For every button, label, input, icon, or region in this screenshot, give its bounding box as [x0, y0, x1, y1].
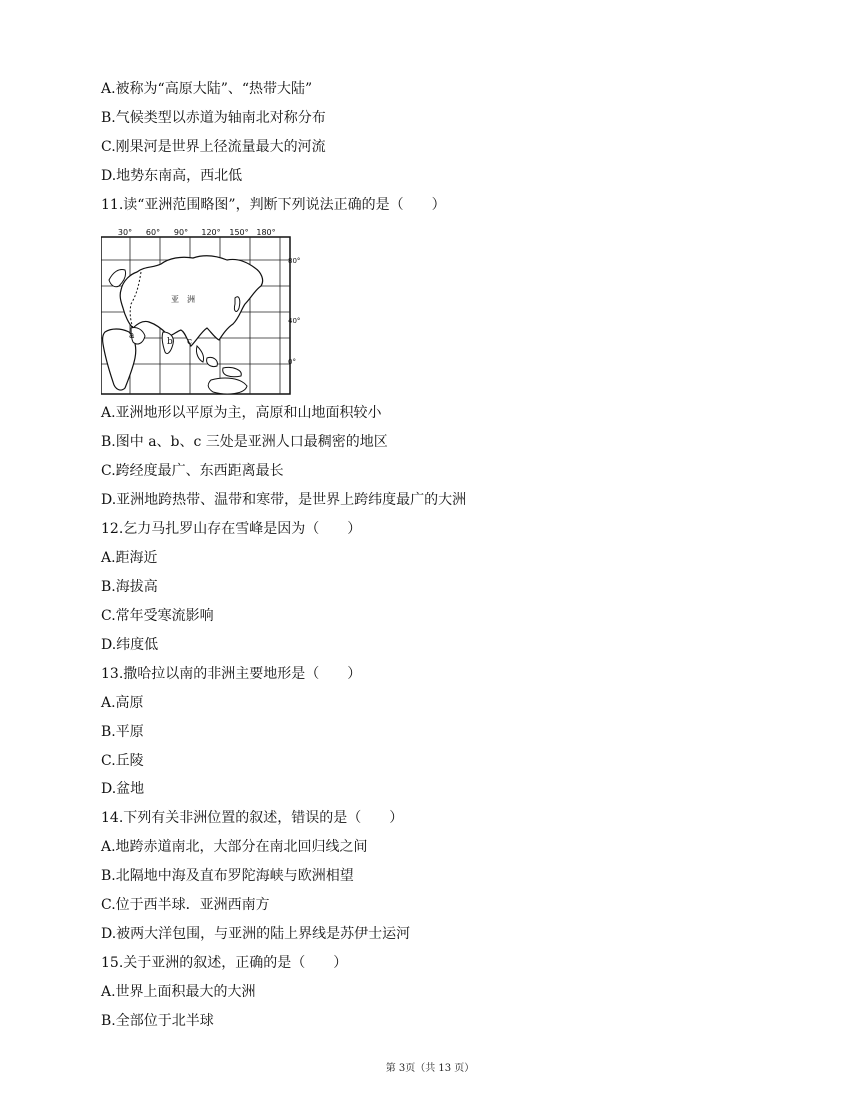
page-footer: 第 3页（共 13 页） — [385, 1063, 475, 1074]
q13-option-c: C.丘陵 — [101, 753, 144, 769]
q13-stem: 13.撒哈拉以南的非洲主要地形是（ ） — [101, 666, 362, 682]
q13-option-a: A.高原 — [101, 695, 144, 711]
q12-option-c: C.常年受寒流影响 — [101, 608, 214, 624]
lon-label-60: 60° — [145, 228, 161, 237]
q11-option-c: C.跨经度最广、东西距离最长 — [101, 463, 284, 479]
q11-option-b: B.图中 a、b、c 三处是亚洲人口最稠密的地区 — [101, 434, 388, 450]
asia-range-map — [101, 228, 301, 398]
map-point-a: a — [129, 331, 135, 341]
lon-label-150: 150° — [229, 228, 249, 237]
q12-option-a: A.距海近 — [101, 550, 158, 566]
lon-label-180: 180° — [256, 228, 276, 237]
asia-map-figure — [101, 228, 301, 398]
lat-label-0: 0° — [288, 358, 296, 366]
map-point-b: b — [167, 337, 173, 347]
q11-option-a: A.亚洲地形以平原为主，高原和山地面积较小 — [101, 405, 382, 421]
q15-option-a: A.世界上面积最大的大洲 — [101, 984, 256, 1000]
q14-option-a: A.地跨赤道南北，大部分在南北回归线之间 — [101, 839, 368, 855]
q11-option-d: D.亚洲地跨热带、温带和寒带，是世界上跨纬度最广的大洲 — [101, 492, 467, 508]
lat-label-40: 40° — [288, 317, 301, 325]
q10-option-b: B.气候类型以赤道为轴南北对称分布 — [101, 110, 326, 126]
lat-label-80: 80° — [288, 257, 301, 265]
asia-region-label: 亚 洲 — [171, 295, 195, 304]
q14-stem: 14.下列有关非洲位置的叙述，错误的是（ ） — [101, 810, 404, 826]
q11-stem: 11.读“亚洲范围略图”，判断下列说法正确的是（ ） — [101, 197, 446, 213]
lon-label-90: 90° — [173, 228, 189, 237]
q12-stem: 12.乞力马扎罗山存在雪峰是因为（ ） — [101, 521, 362, 537]
q13-option-d: D.盆地 — [101, 781, 145, 797]
q15-stem: 15.关于亚洲的叙述，正确的是（ ） — [101, 955, 348, 971]
q10-option-c: C.刚果河是世界上径流量最大的河流 — [101, 139, 326, 155]
q13-option-b: B.平原 — [101, 724, 144, 740]
lon-label-120: 120° — [201, 228, 221, 237]
q12-option-d: D.纬度低 — [101, 637, 159, 653]
q10-option-a: A.被称为“高原大陆”、“热带大陆” — [101, 81, 313, 97]
lon-label-30: 30° — [117, 228, 133, 237]
q15-option-b: B.全部位于北半球 — [101, 1013, 214, 1029]
q14-option-c: C.位于西半球．亚洲西南方 — [101, 897, 270, 913]
map-point-c: c — [187, 337, 193, 347]
q14-option-b: B.北隔地中海及直布罗陀海峡与欧洲相望 — [101, 868, 354, 884]
q10-option-d: D.地势东南高，西北低 — [101, 168, 243, 184]
q12-option-b: B.海拔高 — [101, 579, 158, 595]
q14-option-d: D.被两大洋包围，与亚洲的陆上界线是苏伊士运河 — [101, 926, 411, 942]
